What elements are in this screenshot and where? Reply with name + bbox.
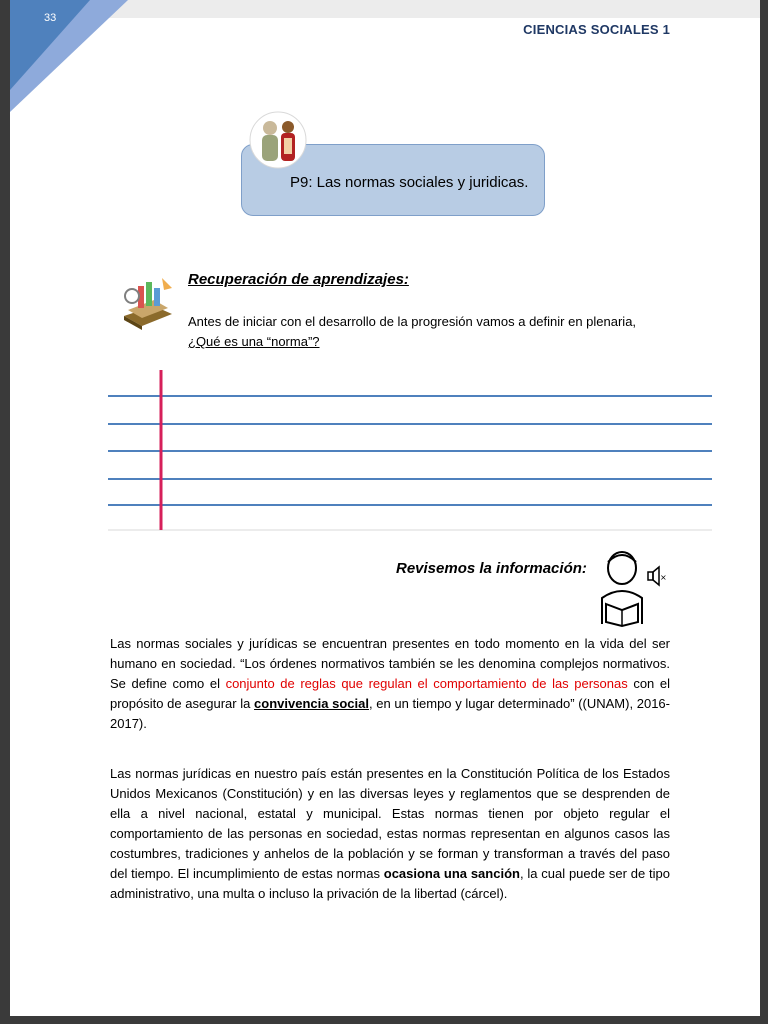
- paragraph-social-norms: [110, 634, 670, 734]
- reader-icon: [596, 548, 666, 628]
- p1-highlight: conjunto de reglas que regulan el comportamiento de las personas: [225, 676, 628, 691]
- p2-emphasis: ocasiona una sanción: [383, 866, 520, 881]
- topic-title: P9: Las normas sociales y juridicas.: [290, 174, 529, 191]
- svg-text:×: ×: [660, 573, 667, 582]
- p1-text-1: Las normas sociales y jurídicas se encuentran presentes en todo momento en la vida del ser humano en sociedad. “Los órdenes normativos también se les denomina complejos normativos. Se define como el: [110, 636, 670, 691]
- writing-lines: [108, 370, 712, 532]
- paragraph-legal-norms: [110, 764, 670, 904]
- p1-emphasis: convivencia social: [254, 696, 369, 711]
- section-heading: Recuperación de aprendizajes:: [188, 271, 409, 288]
- p1-text-2: con el propósito de asegurar la: [110, 676, 670, 711]
- document-page: [10, 0, 760, 1016]
- corner-decoration: [10, 0, 130, 120]
- p2-text-2: , la cual puede ser de tipo administrativo, una multa o incluso la privación de la libertad (cárcel).: [110, 866, 670, 901]
- prompt-sentence: Antes de iniciar con el desarrollo de la progresión vamos a definir en plenaria,: [188, 314, 637, 329]
- page-number: 33: [44, 12, 57, 24]
- prompt-question: ¿Qué es una “norma”?: [188, 334, 320, 349]
- p2-text-1: Las normas jurídicas en nuestro país están presentes en la Constitución Política de los Estados Unidos Mexicanos (Constitución) y en las diversas leyes y reglamentos que se desprenden de ella a nivel nacional, estatal y municipal. Estas normas tienen por objeto regular el comportamiento de las personas en sociedad, estas normas representan en algunos casos las costumbres, tradiciones y anhelos de la población y se forman y transforman a través del paso del tiempo. El incumplimiento de estas normas: [110, 766, 670, 881]
- family-icon: [246, 110, 310, 170]
- p1-text-3: , en un tiempo y lugar determinado” ((UNAM), 2016-2017).: [110, 696, 670, 731]
- prompt-text: [188, 312, 688, 352]
- books-icon: [118, 276, 178, 332]
- review-heading: Revisemos la información:: [396, 560, 587, 577]
- header-title: CIENCIAS SOCIALES 1: [523, 22, 670, 37]
